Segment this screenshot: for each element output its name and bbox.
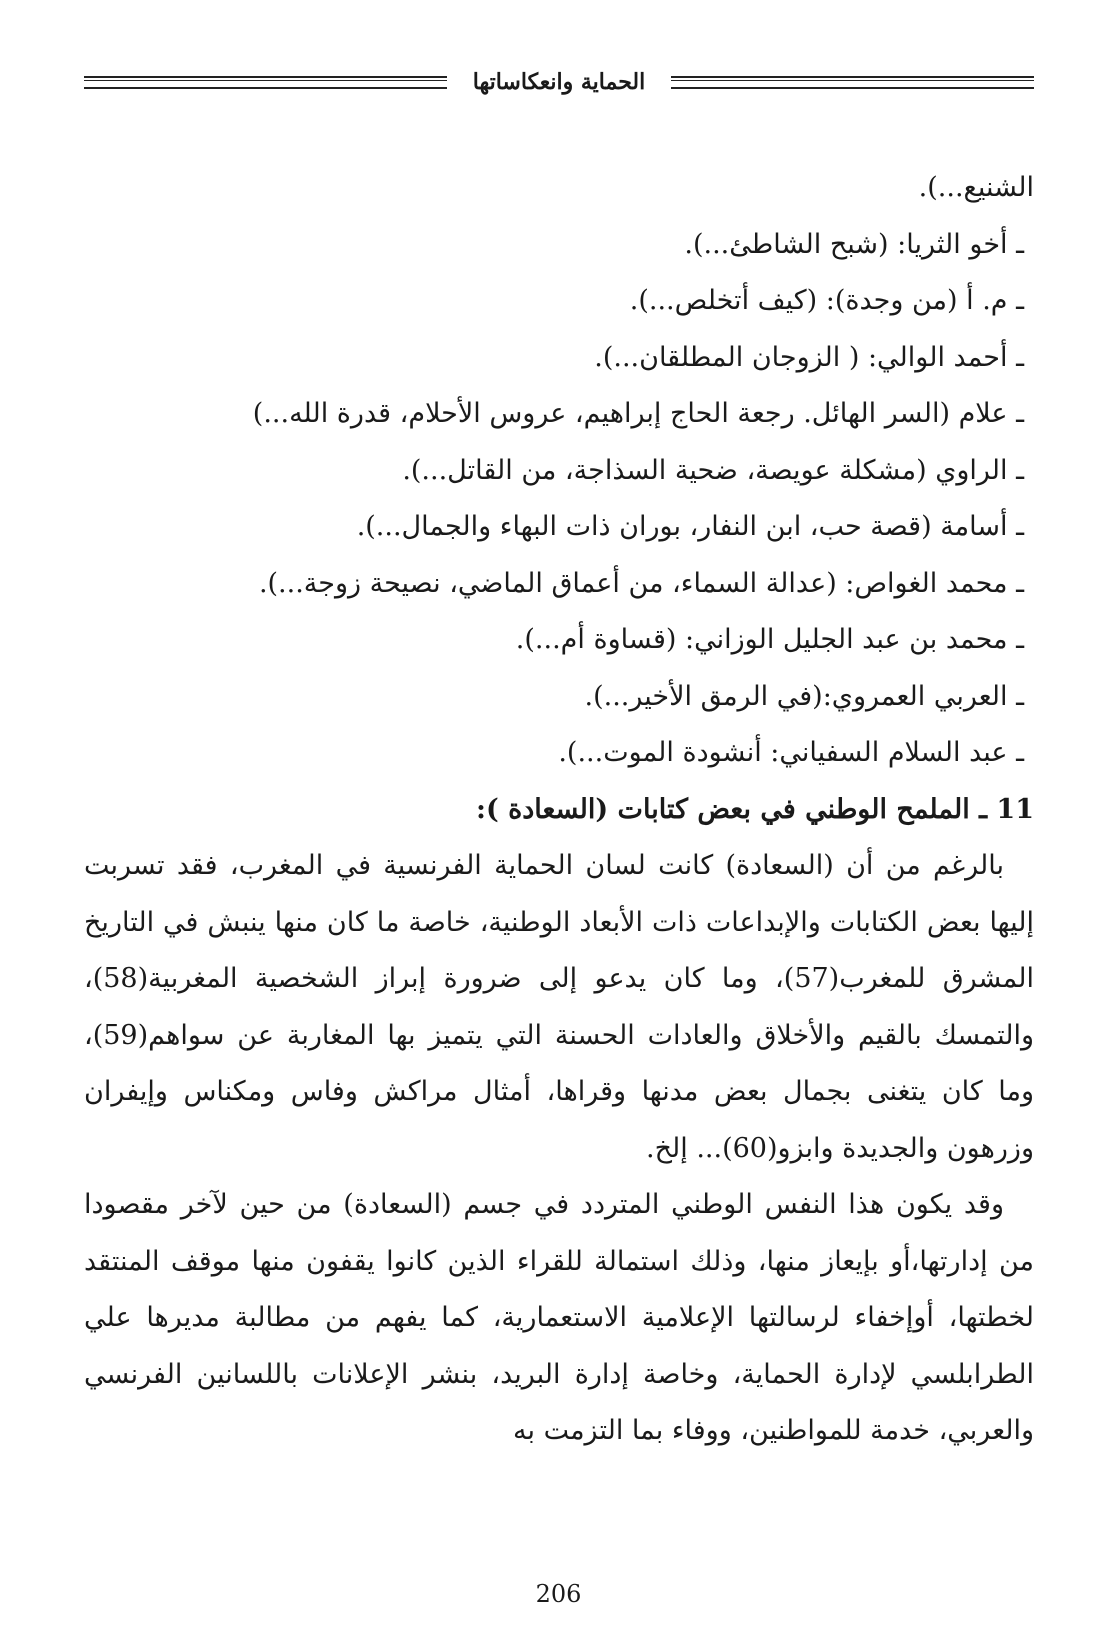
list-item: ـ محمد الغواص: (عدالة السماء، من أعماق الماضي، نصيحة زوجة...).	[258, 567, 1024, 599]
list-item: ـ م. أ (من وجدة): (كيف أتخلص...).	[629, 285, 1024, 316]
list-item: ـ محمد بن عبد الجليل الوزاني: (قساوة أم...).	[515, 624, 1024, 655]
list-item: ـ علام (السر الهائل. رجعة الحاج إبراهيم، عروس الأحلام، قدرة الله...)	[252, 398, 1024, 429]
list-item: ـ العربي العمروي:(في الرمق الأخير...).	[584, 680, 1024, 712]
section-heading: 11 ـ الملمح الوطني في بعض كتابات (السعادة ):	[476, 793, 1034, 825]
header-rule-left	[84, 76, 447, 89]
body-paragraph: بالرغم من أن (السعادة) كانت لسان الحماية الفرنسية في المغرب، فقد تسربت إليها بعض الكتابات والإبداعات ذات الأبعاد الوطنية، خاصة ما كان منها ينبش في التاريخ المشرق للمغرب(57)، وما كان يدعو إلى ضرورة إبراز الشخصية المغربية(58)، والتمسك بالقيم والأخلاق والعادات الحسنة التي يتميز بها المغاربة عن سواهم(59)، وما كان يتغنى بجمال بعض مدنها وقراها، أمثال مراكش وفاس ومكناس وإيفران وزرهون والجديدة وابزو(60)... إلخ.	[84, 850, 1035, 1164]
list-item: ـ أحمد الوالي: ( الزوجان المطلقان...).	[594, 341, 1024, 373]
page-number: 206	[535, 1580, 582, 1608]
body-paragraph: وقد يكون هذا النفس الوطني المتردد في جسم (السعادة) من حين لآخر مقصودا من إدارتها،أو بإيعاز منها، وذلك استمالة للقراء الذين كانوا يقفون منها موقف المنتقد لخطتها، أوإخفاء لرسالتها الإعلامية الاستعمارية، كما يفهم من مطالبة مديرها علي الطرابلسي لإدارة الحماية، وخاصة إدارة البريد، بنشر الإعلانات باللسانين الفرنسي والعربي، خدمة للمواطنين، ووفاء بما التزمت به	[84, 1189, 1034, 1446]
running-header	[84, 62, 1034, 102]
list-item: ـ عبد السلام السفياني: أنشودة الموت...).	[558, 737, 1024, 768]
continued-line: الشنيع...).	[918, 172, 1034, 203]
running-header-title: الحماية وانعكاساتها	[472, 69, 646, 95]
list-item: ـ أخو الثريا: (شبح الشاطئ...).	[684, 228, 1024, 260]
list-item: ـ الراوي (مشكلة عويصة، ضحية السذاجة، من القاتل...).	[402, 454, 1024, 486]
list-item: ـ أسامة (قصة حب، ابن النفار، بوران ذات البهاء والجمال...).	[356, 511, 1024, 542]
page-body	[84, 160, 1034, 1460]
header-rule-right	[671, 76, 1034, 89]
